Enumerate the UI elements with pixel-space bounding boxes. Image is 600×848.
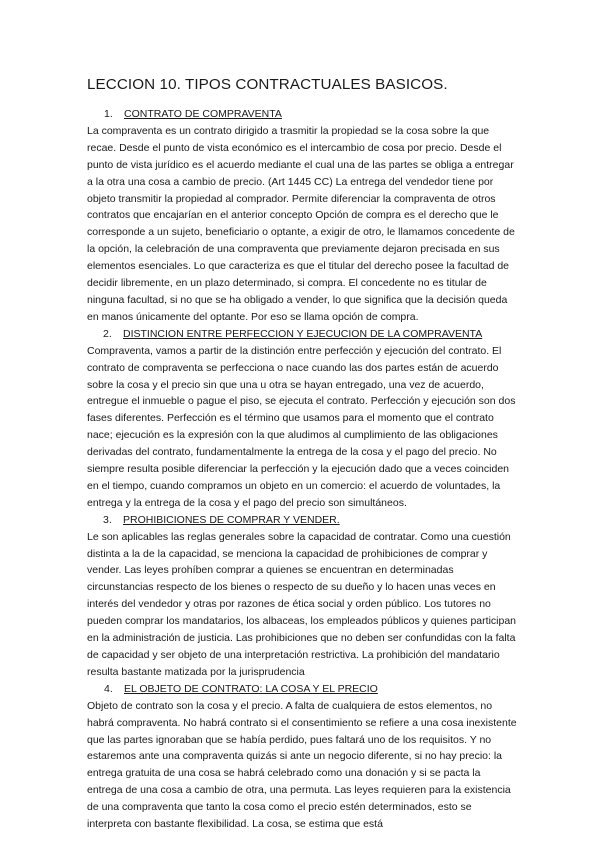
section-number: 3. <box>103 513 112 526</box>
document-body <box>87 106 518 833</box>
section-number: 4. <box>104 682 113 695</box>
section-heading-2 <box>87 326 518 343</box>
document-title: LECCION 10. TIPOS CONTRACTUALES BASICOS. <box>87 76 448 93</box>
section-heading-text: CONTRATO DE COMPRAVENTA <box>124 108 282 120</box>
section-paragraph-3: Le son aplicables las reglas generales sobre la capacidad de contratar. Como una cuestión distinta a la de la capacidad, se menciona la capacidad de prohibiciones de comprar y vender. Las leyes prohíben comprar a quienes se encuentran en determinadas circunstancias respecto de los bienes o respecto de su dueño y lo hacen unas veces en interés del vendedor y otras por razones de ética social y orden público. Los tutores no pueden comprar los mandatarios, los albaceas, los empleados públicos y quienes participan en la administración de justicia. Las prohibiciones que no deben ser confundidas con la falta de capacidad y ser objeto de una interpretación restrictiva. La prohibición del mandatario resulta bastante matizada por la jurisprudencia <box>87 530 516 678</box>
section-heading-text: EL OBJETO DE CONTRATO: LA COSA Y EL PRECIO <box>124 682 378 695</box>
section-heading-text: PROHIBICIONES DE COMPRAR Y VENDER. <box>123 513 340 526</box>
section-heading-text: DISTINCION ENTRE PERFECCION Y EJECUCION DE LA COMPRAVENTA <box>123 327 483 340</box>
section-paragraph-4: Objeto de contrato son la cosa y el precio. A falta de cualquiera de estos elementos, no habrá compraventa. No habrá contrato si el consentimiento se refiere a una cosa inexistente que las partes ignoraban que se había perdido, pues faltará uno de los requisitos. Y no estaremos ante una compraventa quizás si ante un negocio diferente, si no hay precio: la entrega gratuita de una cosa se habrá celebrado como una donación y si se pacta la entrega de una cosa a cambio de otra, una permuta. Las leyes requieren para la existencia de una compraventa que tanto la cosa como el precio estén determinados, esto se interpreta con bastante flexibilidad. La cosa, se estima que está <box>87 699 517 831</box>
section-paragraph-1: La compraventa es un contrato dirigido a trasmitir la propiedad se la cosa sobre la que recae. Desde el punto de vista económico es el intercambio de cosa por precio. Desde el punto de vista jurídico es el acuerdo mediante el cual una de las partes se obliga a entregar a la otra una cosa a cambio de precio. (Art 1445 CC) La entrega del vendedor tiene por objeto transmitir la propiedad al comprador. Permite diferenciar la compraventa de otros contratos que encajarían en el anterior concepto Opción de compra es el derecho que le corresponde a un sujeto, beneficiario o optante, a exigir de otro, le llamamos concedente de la opción, la celebración de una compraventa que previamente dejaron precisada en sus elementos esenciales. Lo que caracteriza es que el titular del derecho posee la facultad de decidir libremente, en un plazo determinado, si compra. El concedente no es titular de ninguna facultad, si no que se ha obligado a vender, lo que significa que la decisión queda en manos únicamente del optante. Por eso se llama opción de compra. <box>87 124 515 323</box>
section-paragraph-2: Compraventa, vamos a partir de la distinción entre perfección y ejecución del contrato. El contrato de compraventa se perfecciona o nace cuando las dos partes están de acuerdo sobre la cosa y el precio sin que una u otra se hayan entregado, una vez de acuerdo, entregue el inmueble o pague el piso, se ejecuta el contrato. Perfección y ejecución son dos fases diferentes. Perfección es el término que usamos para el momento que el contrato nace; ejecución es la expresión con la que aludimos al cumplimiento de las obligaciones derivadas del contrato, fundamentalmente la entrega de la cosa y el pago del precio. No siempre resulta posible diferenciar la perfección y la ejecución dado que a veces coinciden en el tiempo, cuando compramos un objeto en un comercio: el acuerdo de voluntades, la entrega y la entrega de la cosa y el pago del precio son simultáneos. <box>87 344 516 509</box>
section-heading-1 <box>87 106 518 123</box>
section-number: 1. <box>104 108 113 120</box>
section-heading-4 <box>87 681 518 698</box>
section-number: 2. <box>103 327 112 340</box>
section-heading-3 <box>87 512 518 529</box>
